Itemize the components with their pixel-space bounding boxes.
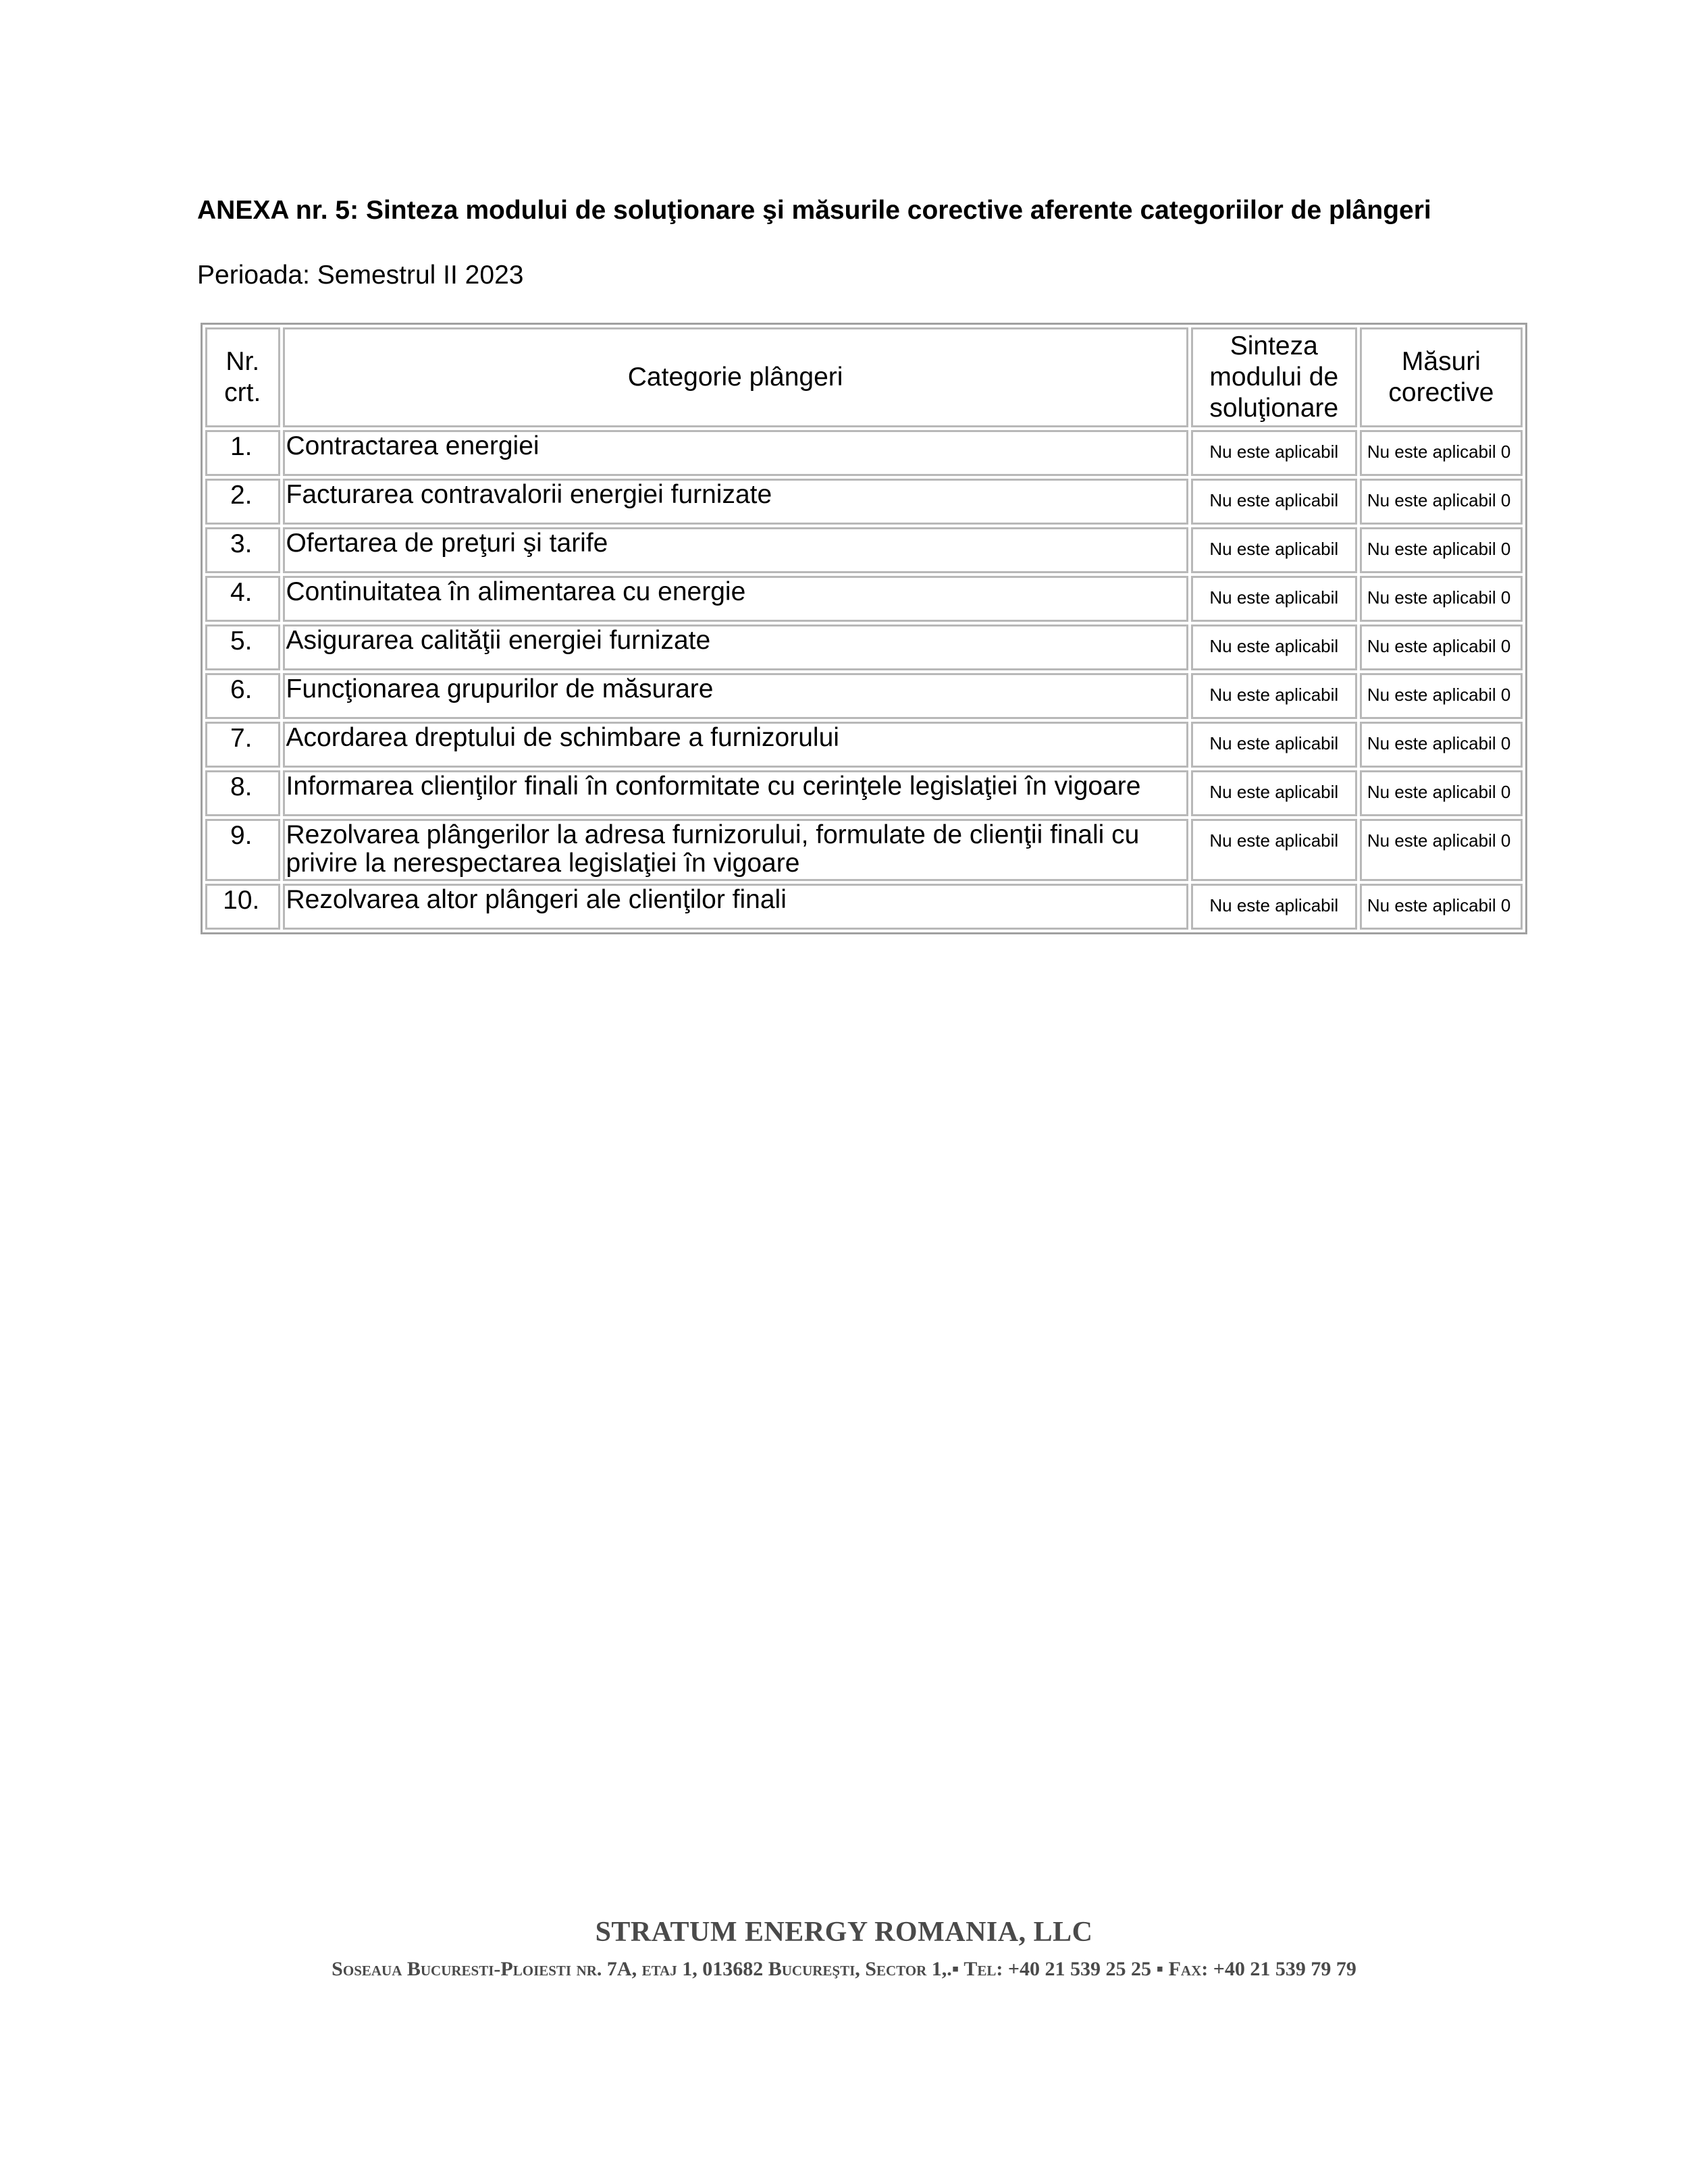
table-header-row (205, 327, 1523, 427)
footer-address: Soseaua Bucuresti-Ploiesti nr. 7A, etaj 1, 013682 Bucureşti, Sector 1,.▪ Tel: +40 21 539 25 25 ▪ Fax: +40 21 539 79 79 (332, 1958, 1356, 1980)
row-number: 4. (205, 576, 280, 622)
table-row (205, 430, 1523, 476)
table-row (205, 479, 1523, 525)
row-category: Funcţionarea grupurilor de măsurare (283, 673, 1188, 719)
table-row (205, 576, 1523, 622)
table-row (205, 884, 1523, 930)
table-row (205, 527, 1523, 573)
row-number: 8. (205, 770, 280, 816)
row-measures: Nu este aplicabil 0 (1360, 527, 1523, 573)
row-synthesis: Nu este aplicabil (1191, 770, 1357, 816)
row-category: Acordarea dreptului de schimbare a furnizorului (283, 722, 1188, 768)
row-number: 6. (205, 673, 280, 719)
table-row (205, 819, 1523, 881)
footer-company: STRATUM ENERGY ROMANIA, LLC (595, 1917, 1093, 1948)
table-row (205, 673, 1523, 719)
complaints-table-container (201, 323, 1527, 934)
row-number: 3. (205, 527, 280, 573)
row-number: 5. (205, 624, 280, 670)
table-row (205, 722, 1523, 768)
period-label: Perioada: Semestrul II 2023 (197, 261, 524, 290)
row-synthesis: Nu este aplicabil (1191, 624, 1357, 670)
row-synthesis: Nu este aplicabil (1191, 884, 1357, 930)
row-synthesis: Nu este aplicabil (1191, 527, 1357, 573)
row-measures: Nu este aplicabil 0 (1360, 673, 1523, 719)
row-measures: Nu este aplicabil 0 (1360, 722, 1523, 768)
table-row (205, 770, 1523, 816)
row-measures: Nu este aplicabil 0 (1360, 430, 1523, 476)
row-category: Rezolvarea plângerilor la adresa furnizorului, formulate de clienţii finali cu privire la nerespectarea legislaţiei în vigoare (283, 819, 1188, 881)
row-category: Asigurarea calităţii energiei furnizate (283, 624, 1188, 670)
page-title: ANEXA nr. 5: Sinteza modului de soluţionare şi măsurile corective aferente categoriilor de plângeri (197, 196, 1431, 225)
row-synthesis: Nu este aplicabil (1191, 430, 1357, 476)
row-measures: Nu este aplicabil 0 (1360, 479, 1523, 525)
complaints-table (201, 323, 1527, 934)
row-synthesis: Nu este aplicabil (1191, 673, 1357, 719)
row-category: Informarea clienţilor finali în conformitate cu cerinţele legislaţiei în vigoare (283, 770, 1188, 816)
row-measures: Nu este aplicabil 0 (1360, 624, 1523, 670)
row-measures: Nu este aplicabil 0 (1360, 819, 1523, 881)
row-category: Contractarea energiei (283, 430, 1188, 476)
row-measures: Nu este aplicabil 0 (1360, 884, 1523, 930)
row-measures: Nu este aplicabil 0 (1360, 576, 1523, 622)
row-number: 9. (205, 819, 280, 881)
header-category: Categorie plângeri (283, 327, 1188, 427)
row-number: 7. (205, 722, 280, 768)
row-category: Facturarea contravalorii energiei furnizate (283, 479, 1188, 525)
table-row (205, 624, 1523, 670)
row-measures: Nu este aplicabil 0 (1360, 770, 1523, 816)
row-category: Continuitatea în alimentarea cu energie (283, 576, 1188, 622)
header-nr: Nr. crt. (205, 327, 280, 427)
row-category: Ofertarea de preţuri şi tarife (283, 527, 1188, 573)
header-measures: Măsuri corective (1360, 327, 1523, 427)
row-number: 1. (205, 430, 280, 476)
row-synthesis: Nu este aplicabil (1191, 576, 1357, 622)
row-synthesis: Nu este aplicabil (1191, 722, 1357, 768)
table-body (205, 430, 1523, 930)
row-category: Rezolvarea altor plângeri ale clienţilor finali (283, 884, 1188, 930)
row-synthesis: Nu este aplicabil (1191, 819, 1357, 881)
row-synthesis: Nu este aplicabil (1191, 479, 1357, 525)
row-number: 2. (205, 479, 280, 525)
row-number: 10. (205, 884, 280, 930)
header-synthesis: Sinteza modului de soluţionare (1191, 327, 1357, 427)
